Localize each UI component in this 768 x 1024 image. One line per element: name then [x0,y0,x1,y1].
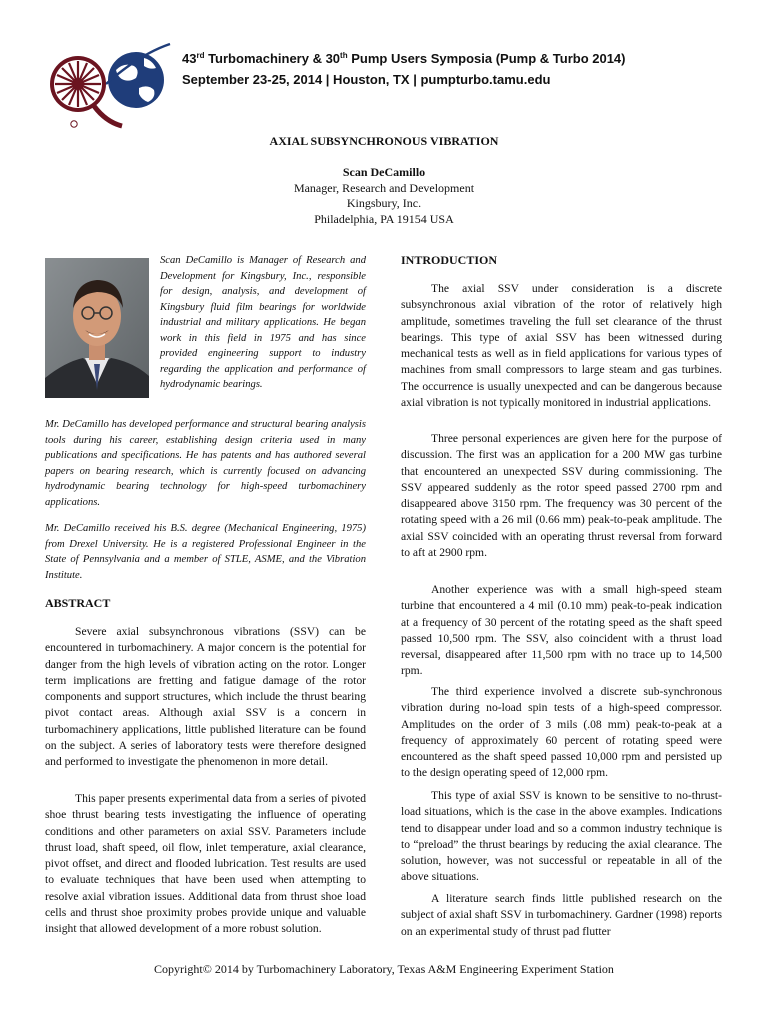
intro-paragraph-4: The third experience involved a discrete sub-synchronous vibration during no-load spin tests of a high-speed compressor. Amplitudes on the order of 3 mils (.08 mm) peak-to-peak at a frequency of approximately 60 percent of rotating speed were encountered as the shaft speed passed 10,000 rpm and persisted up to the design operating speed of 12,000 rpm. [401,685,722,780]
intro-paragraph-3: Another experience was with a small high-speed steam turbine that encountered a 4 mil (0.10 mm) peak-to-peak indication at a frequency of 30 percent of the rotating speed as the shaft speed passed 10,500 rpm. The SSV, also coincident with a thrust load reversal, disappeared after 11,500 rpm with no trace up to 14,500 rpm. [401,583,722,678]
author-portrait [45,258,149,398]
conference-date-location: September 23-25, 2014 | Houston, TX | pumpturbo.tamu.edu [182,72,551,87]
author-location: Philadelphia, PA 19154 USA [314,211,454,226]
abstract-paragraph-1: Severe axial subsynchronous vibrations (SSV) can be encountered in turbomachinery. A major concern is the potential for danger from the high levels of vibration acting on the rotor. Longer term implications are fretting and fatigue damage of the rotor components and support structures, which include the thrust bearing pivot contact areas. Although axial SSV is a concern in turbomachinery applications, little published literature can be found on the subject. A series of laboratory tests were therefore designed and performed to investigate the phenomenon in more detail. [45,625,366,769]
abstract-heading: ABSTRACT [45,596,111,610]
bio-paragraph-1: Scan DeCamillo is Manager of Research and Development for Kingsbury, Inc., responsible for design, analysis, and development of Kingsbury fluid film bearings for worldwide industrial and military applications. He began work in this field in 1975 and has since provided engineering support to industry regarding the application and performance of hydrodynamic bearings. [160,255,366,390]
author-name: Scan DeCamillo [342,165,426,179]
conference-title: 43rd Turbomachinery & 30th Pump Users Symposia (Pump & Turbo 2014) [182,51,626,66]
bio-paragraph-2: Mr. DeCamillo has developed performance and structural bearing analysis tools during his career, establishing design criteria used in many publications and specifications. He has patents and has authored several papers on bearing research, which is currently focused on advancing hydrodynamic bearing technology for high-speed turbomachinery applications. [45,419,366,508]
introduction-heading: INTRODUCTION [401,253,498,267]
intro-paragraph-5: This type of axial SSV is known to be sensitive to no-thrust-load situations, which is the case in the above examples. Indications tend to disappear under load and so a common industry technique is to “preload” the thrust bearings by reducing the axial clearance. The solution, however, was not successful or repeatable in all of the above situations. [401,789,722,884]
copyright-footer: Copyright© 2014 by Turbomachinery Laboratory, Texas A&M Engineering Experiment Station [154,962,614,976]
bio-paragraph-3: Mr. DeCamillo received his B.S. degree (Mechanical Engineering, 1975) from Drexel University. He is a registered Professional Engineer in the State of Pennsylvania and a member of STLE, ASME, and the Vibration Institute. [45,523,366,581]
intro-paragraph-1: The axial SSV under consideration is a discrete subsynchronous axial vibration of the rotor of relatively high amplitude, sometimes traveling the full set clearance of the thrust bearings. This type of axial SSV has been witnessed during mechanical tests as well as in field applications for various types of machines from small compressors to large steam and gas turbines. The occurrence is usually unexpected and can be dangerous because axial vibration is not typically monitored in industrial applications. [401,282,722,410]
turbomachinery-laboratory-logo-icon [44,40,174,130]
author-company: Kingsbury, Inc. [346,196,422,210]
intro-paragraph-2: Three personal experiences are given here for the purpose of discussion. The first was an application for a 200 MW gas turbine that encountered an unexpected SSV during commissioning. The SSV appeared suddenly as the rotor speed passed 2700 rpm and disappeared above 3150 rpm. The frequency was 30 percent of the rotating speed with a 26 mil (0.66 mm) peak-to-peak amplitude. The axial SSV coincided with an operating thrust reversal from forward to aft at 2900 rpm. [401,432,722,560]
paper-title: AXIAL SUBSYNCHRONOUS VIBRATION [269,134,499,148]
abstract-paragraph-2: This paper presents experimental data from a series of pivoted shoe thrust bearing tests investigating the influence of operating conditions and other parameters on axial SSV. Parameters include thrust load, shaft speed, oil flow, inlet temperature, axial clearance, pivot offset, and direct and flooded lubrication. Test results are used to evaluate techniques that have been used when attempting to resolve axial vibration issues. Additional data from thrust shoe load cells and thrust shoe proximity probes provide unique and valuable insight that allowed development of a more robust solution. [45,792,366,936]
author-role: Manager, Research and Development [293,180,475,195]
intro-paragraph-6: A literature search finds little published research on the subject of axial shaft SSV in turbomachinery. Gardner (1998) reports on an experimental study of thrust pad flutter [401,892,722,938]
author-block [0,165,768,227]
conference-header [182,48,742,90]
